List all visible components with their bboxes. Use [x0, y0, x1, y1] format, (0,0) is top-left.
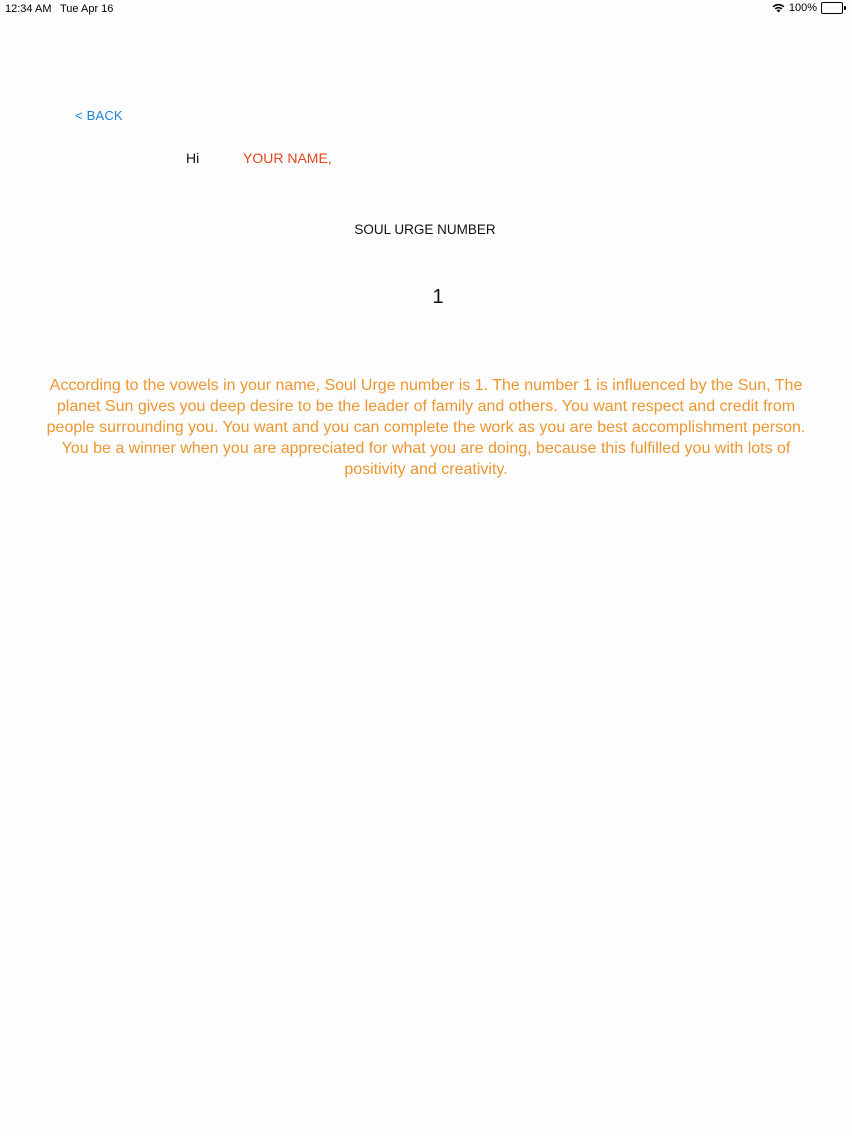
soul-urge-number: 1 — [432, 286, 444, 308]
battery-icon — [821, 2, 846, 14]
wifi-icon — [772, 3, 785, 13]
soul-urge-description: According to the vowels in your name, Soul Urge number is 1. The number 1 is influenced by the Sun, The planet Sun gives you deep desire to be the leader of family and others. You want respect and credit from people surrounding you. You want and you can complete the work as you are best accomplishment person. You be a winner when you are appreciated for what you are doing, because this fulfilled you with lots of positivity and creativity. — [46, 377, 806, 478]
status-bar — [0, 0, 852, 18]
status-time: 12:34 AM — [5, 3, 52, 15]
battery-percent: 100% — [788, 2, 817, 14]
back-button[interactable]: < BACK — [75, 108, 123, 123]
status-right — [772, 2, 846, 14]
soul-urge-title: SOUL URGE NUMBER — [354, 222, 496, 237]
greeting-hi: Hi — [186, 150, 200, 166]
status-date: Tue Apr 16 — [60, 3, 114, 15]
greeting-name: YOUR NAME, — [243, 150, 332, 166]
